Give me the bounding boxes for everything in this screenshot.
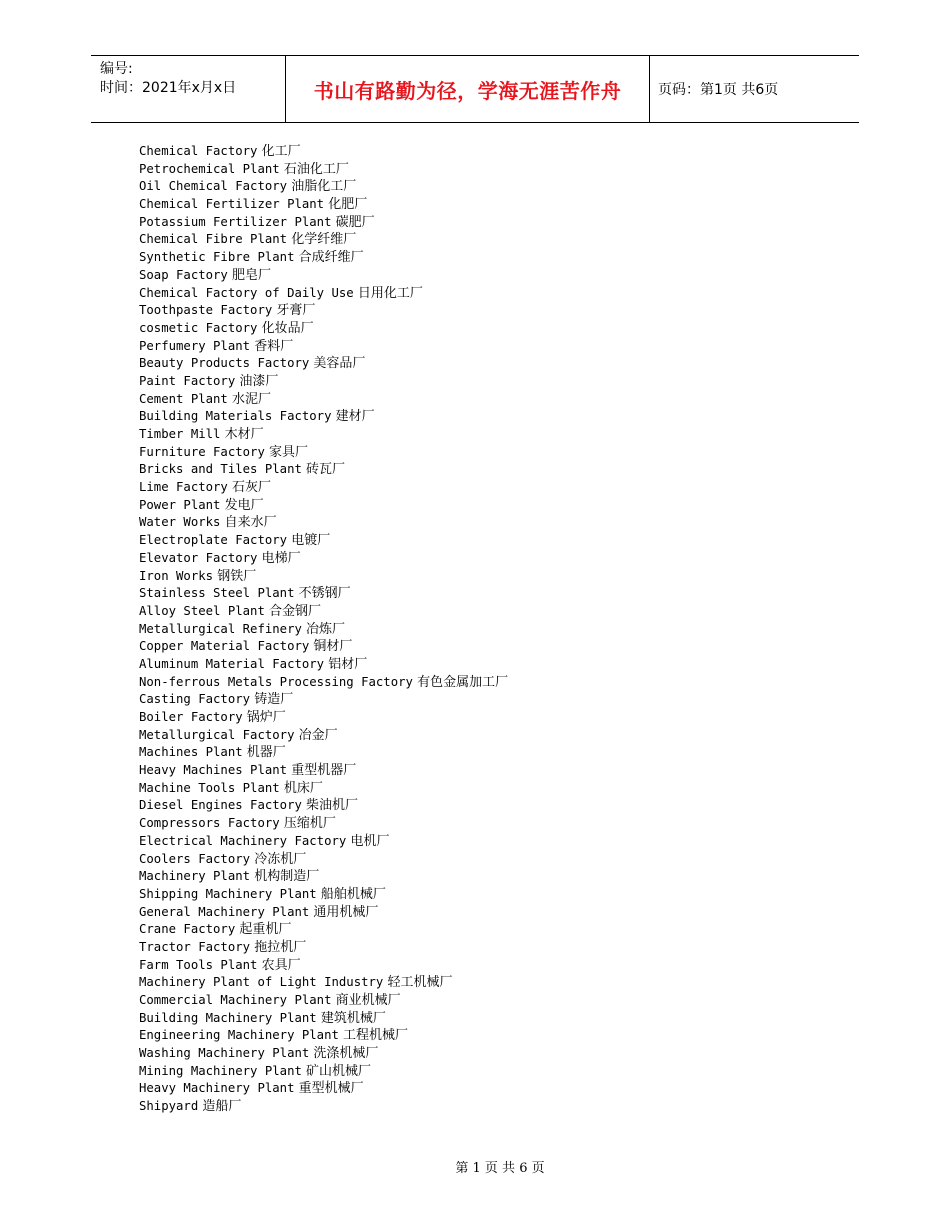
entry-chinese: 铝材厂 [328, 656, 368, 672]
entry-english: General Machinery Plant [139, 904, 310, 919]
list-item [139, 161, 508, 179]
entry-chinese: 重型机器厂 [291, 763, 357, 779]
entry-chinese: 化妆品厂 [261, 320, 314, 336]
entry-english: Lime Factory [139, 480, 228, 495]
page-header [91, 55, 859, 123]
entry-chinese: 农具厂 [261, 957, 301, 973]
entry-chinese: 机构制造厂 [254, 869, 320, 885]
entry-english: Building Machinery Plant [139, 1010, 317, 1025]
entry-chinese: 商业机械厂 [335, 993, 401, 1008]
entry-chinese: 建材厂 [335, 409, 375, 425]
entry-english: Commercial Machinery Plant [139, 993, 332, 1007]
entry-chinese: 油漆厂 [239, 373, 279, 389]
entry-english: Oil Chemical Factory [139, 179, 288, 194]
list-item [139, 231, 508, 249]
list-item [139, 638, 508, 656]
list-item [139, 267, 508, 285]
entry-chinese: 石油化工厂 [283, 161, 349, 177]
list-item [139, 461, 508, 479]
list-item [139, 550, 508, 568]
list-item [139, 373, 508, 391]
entry-chinese: 砖瓦厂 [306, 462, 346, 478]
entry-english: Metallurgical Factory [139, 727, 295, 742]
entry-english: Beauty Products Factory [139, 356, 310, 371]
entry-chinese: 有色金属加工厂 [417, 674, 509, 690]
entry-chinese: 洗涤机械厂 [313, 1046, 379, 1062]
entry-chinese: 铜材厂 [313, 639, 353, 655]
list-item [139, 1045, 508, 1063]
entry-english: Paint Factory [139, 373, 236, 388]
list-item [139, 1027, 508, 1045]
entry-english: Engineering Machinery Plant [139, 1028, 339, 1043]
list-item [139, 1098, 508, 1116]
list-item [139, 408, 508, 426]
header-meta-cell [91, 56, 286, 122]
entry-chinese: 石灰厂 [231, 480, 271, 496]
entry-english: Coolers Factory [139, 851, 251, 866]
entry-chinese: 化肥厂 [328, 197, 368, 213]
entry-chinese: 柴油机厂 [306, 798, 359, 814]
entry-english: Aluminum Material Factory [139, 656, 325, 671]
list-item [139, 1010, 508, 1028]
entry-english: Building Materials Factory [139, 409, 332, 424]
entry-chinese: 化学纤维厂 [291, 232, 357, 248]
entry-chinese: 铸造厂 [254, 692, 294, 708]
header-motto: 书山有路勤为径，学海无涯苦作舟 [286, 56, 650, 122]
list-item [139, 727, 508, 745]
page-footer: 第 1 页 共 6 页 [455, 1161, 545, 1176]
entry-english: cosmetic Factory [139, 320, 258, 335]
entry-chinese: 船舶机械厂 [320, 886, 386, 902]
entry-english: Boiler Factory [139, 710, 243, 724]
list-item [139, 391, 508, 409]
list-item [139, 603, 508, 621]
entry-chinese: 拖拉机厂 [254, 939, 307, 955]
entry-english: Timber Mill [139, 427, 221, 441]
entry-chinese: 通用机械厂 [313, 904, 379, 920]
entry-english: Furniture Factory [139, 444, 265, 459]
entry-english: Tractor Factory [139, 939, 251, 954]
entry-english: Soap Factory [139, 267, 228, 282]
entry-english: Water Works [139, 515, 221, 530]
list-item [139, 249, 508, 267]
entry-chinese: 发电厂 [224, 497, 264, 513]
list-item [139, 762, 508, 780]
entry-chinese: 合成纤维厂 [298, 250, 364, 266]
entry-english: Alloy Steel Plant [139, 603, 265, 618]
entry-chinese: 造船厂 [202, 1099, 242, 1115]
entry-english: Heavy Machinery Plant [139, 1081, 295, 1096]
entry-english: Machine Tools Plant [139, 780, 280, 795]
entry-english: Washing Machinery Plant [139, 1046, 310, 1061]
list-item [139, 1063, 508, 1081]
entry-chinese: 牙膏厂 [276, 303, 316, 319]
entry-chinese: 建筑机械厂 [320, 1010, 386, 1026]
entry-english: Petrochemical Plant [139, 161, 280, 176]
entry-english: Compressors Factory [139, 816, 280, 831]
list-item [139, 479, 508, 497]
entry-english: Machines Plant [139, 745, 243, 760]
list-item [139, 444, 508, 462]
list-item [139, 939, 508, 957]
list-item [139, 797, 508, 815]
entry-english: Machinery Plant of Light Industry [139, 975, 384, 990]
entry-chinese: 不锈钢厂 [298, 586, 351, 602]
list-item [139, 338, 508, 356]
entry-english: Synthetic Fibre Plant [139, 250, 295, 265]
entry-english: Stainless Steel Plant [139, 586, 295, 601]
entry-chinese: 钢铁厂 [217, 568, 257, 584]
entry-chinese: 水泥厂 [231, 391, 271, 407]
list-item [139, 320, 508, 338]
entry-chinese: 日用化工厂 [357, 285, 423, 301]
list-item [139, 904, 508, 922]
list-item [139, 1080, 508, 1098]
entry-chinese: 木材厂 [224, 427, 264, 442]
list-item [139, 957, 508, 975]
list-item [139, 780, 508, 798]
list-item [139, 532, 508, 550]
list-item [139, 178, 508, 196]
list-item [139, 285, 508, 303]
entry-english: Electrical Machinery Factory [139, 833, 347, 848]
entry-english: Iron Works [139, 568, 214, 583]
entry-english: Metallurgical Refinery [139, 621, 302, 636]
entry-english: Chemical Factory of Daily Use [139, 285, 354, 300]
code-label: 编号: [100, 61, 133, 77]
entry-chinese: 家具厂 [269, 444, 309, 460]
entry-english: Perfumery Plant [139, 338, 251, 353]
list-item [139, 497, 508, 515]
list-item [139, 514, 508, 532]
entry-chinese: 冶炼厂 [306, 621, 346, 637]
entry-english: Cement Plant [139, 391, 228, 406]
entry-english: Chemical Fertilizer Plant [139, 197, 325, 212]
entry-english: Chemical Factory [139, 144, 258, 158]
list-item [139, 709, 508, 727]
entry-chinese: 化工厂 [261, 144, 301, 159]
entry-chinese: 轻工机械厂 [387, 975, 453, 991]
list-item [139, 886, 508, 904]
time-label: 时间：2021年x月x日 [100, 80, 237, 96]
list-item [139, 974, 508, 992]
entry-chinese: 机器厂 [246, 745, 286, 761]
entry-chinese: 冶金厂 [298, 727, 338, 743]
entry-chinese: 电机厂 [350, 833, 390, 849]
entry-chinese: 合金钢厂 [269, 603, 322, 619]
entry-chinese: 美容品厂 [313, 356, 366, 372]
entry-chinese: 工程机械厂 [343, 1028, 409, 1044]
entry-chinese: 电镀厂 [291, 533, 331, 549]
factory-list [139, 143, 508, 1116]
entry-chinese: 压缩机厂 [283, 816, 336, 832]
header-page-info: 页码：第1页 共6页 [658, 82, 779, 98]
list-item [139, 656, 508, 674]
list-item [139, 214, 508, 232]
list-item [139, 921, 508, 939]
list-item [139, 302, 508, 320]
entry-chinese: 电梯厂 [261, 550, 301, 566]
entry-chinese: 肥皂厂 [231, 267, 271, 283]
entry-chinese: 起重机厂 [239, 922, 292, 938]
entry-english: Power Plant [139, 497, 221, 512]
list-item [139, 585, 508, 603]
entry-english: Mining Machinery Plant [139, 1063, 302, 1078]
list-item [139, 992, 508, 1010]
list-item [139, 851, 508, 869]
entry-chinese: 冷冻机厂 [254, 851, 307, 867]
entry-english: Shipping Machinery Plant [139, 886, 317, 901]
entry-chinese: 矿山机械厂 [306, 1063, 372, 1079]
entry-english: Chemical Fibre Plant [139, 232, 288, 247]
entry-english: Heavy Machines Plant [139, 763, 288, 778]
list-item [139, 143, 508, 161]
list-item [139, 833, 508, 851]
list-item [139, 868, 508, 886]
entry-english: Copper Material Factory [139, 639, 310, 654]
list-item [139, 674, 508, 692]
entry-chinese: 香料厂 [254, 338, 294, 354]
entry-english: Electroplate Factory [139, 533, 288, 548]
entry-english: Crane Factory [139, 922, 236, 937]
list-item [139, 196, 508, 214]
entry-english: Potassium Fertilizer Plant [139, 214, 332, 229]
entry-english: Diesel Engines Factory [139, 798, 302, 813]
entry-english: Elevator Factory [139, 550, 258, 565]
entry-english: Casting Factory [139, 692, 251, 707]
entry-chinese: 油脂化工厂 [291, 179, 357, 195]
list-item [139, 815, 508, 833]
entry-chinese: 自来水厂 [224, 515, 277, 531]
entry-chinese: 机床厂 [283, 780, 323, 796]
list-item [139, 621, 508, 639]
entry-english: Machinery Plant [139, 869, 251, 884]
list-item [139, 355, 508, 373]
entry-english: Non-ferrous Metals Processing Factory [139, 674, 413, 689]
list-item [139, 426, 508, 444]
list-item [139, 691, 508, 709]
entry-chinese: 重型机械厂 [298, 1081, 364, 1097]
entry-english: Toothpaste Factory [139, 303, 273, 318]
list-item [139, 568, 508, 586]
list-item [139, 744, 508, 762]
entry-chinese: 碳肥厂 [335, 214, 375, 230]
entry-english: Shipyard [139, 1099, 199, 1114]
entry-chinese: 锅炉厂 [246, 710, 286, 725]
entry-english: Farm Tools Plant [139, 957, 258, 972]
entry-english: Bricks and Tiles Plant [139, 462, 302, 477]
